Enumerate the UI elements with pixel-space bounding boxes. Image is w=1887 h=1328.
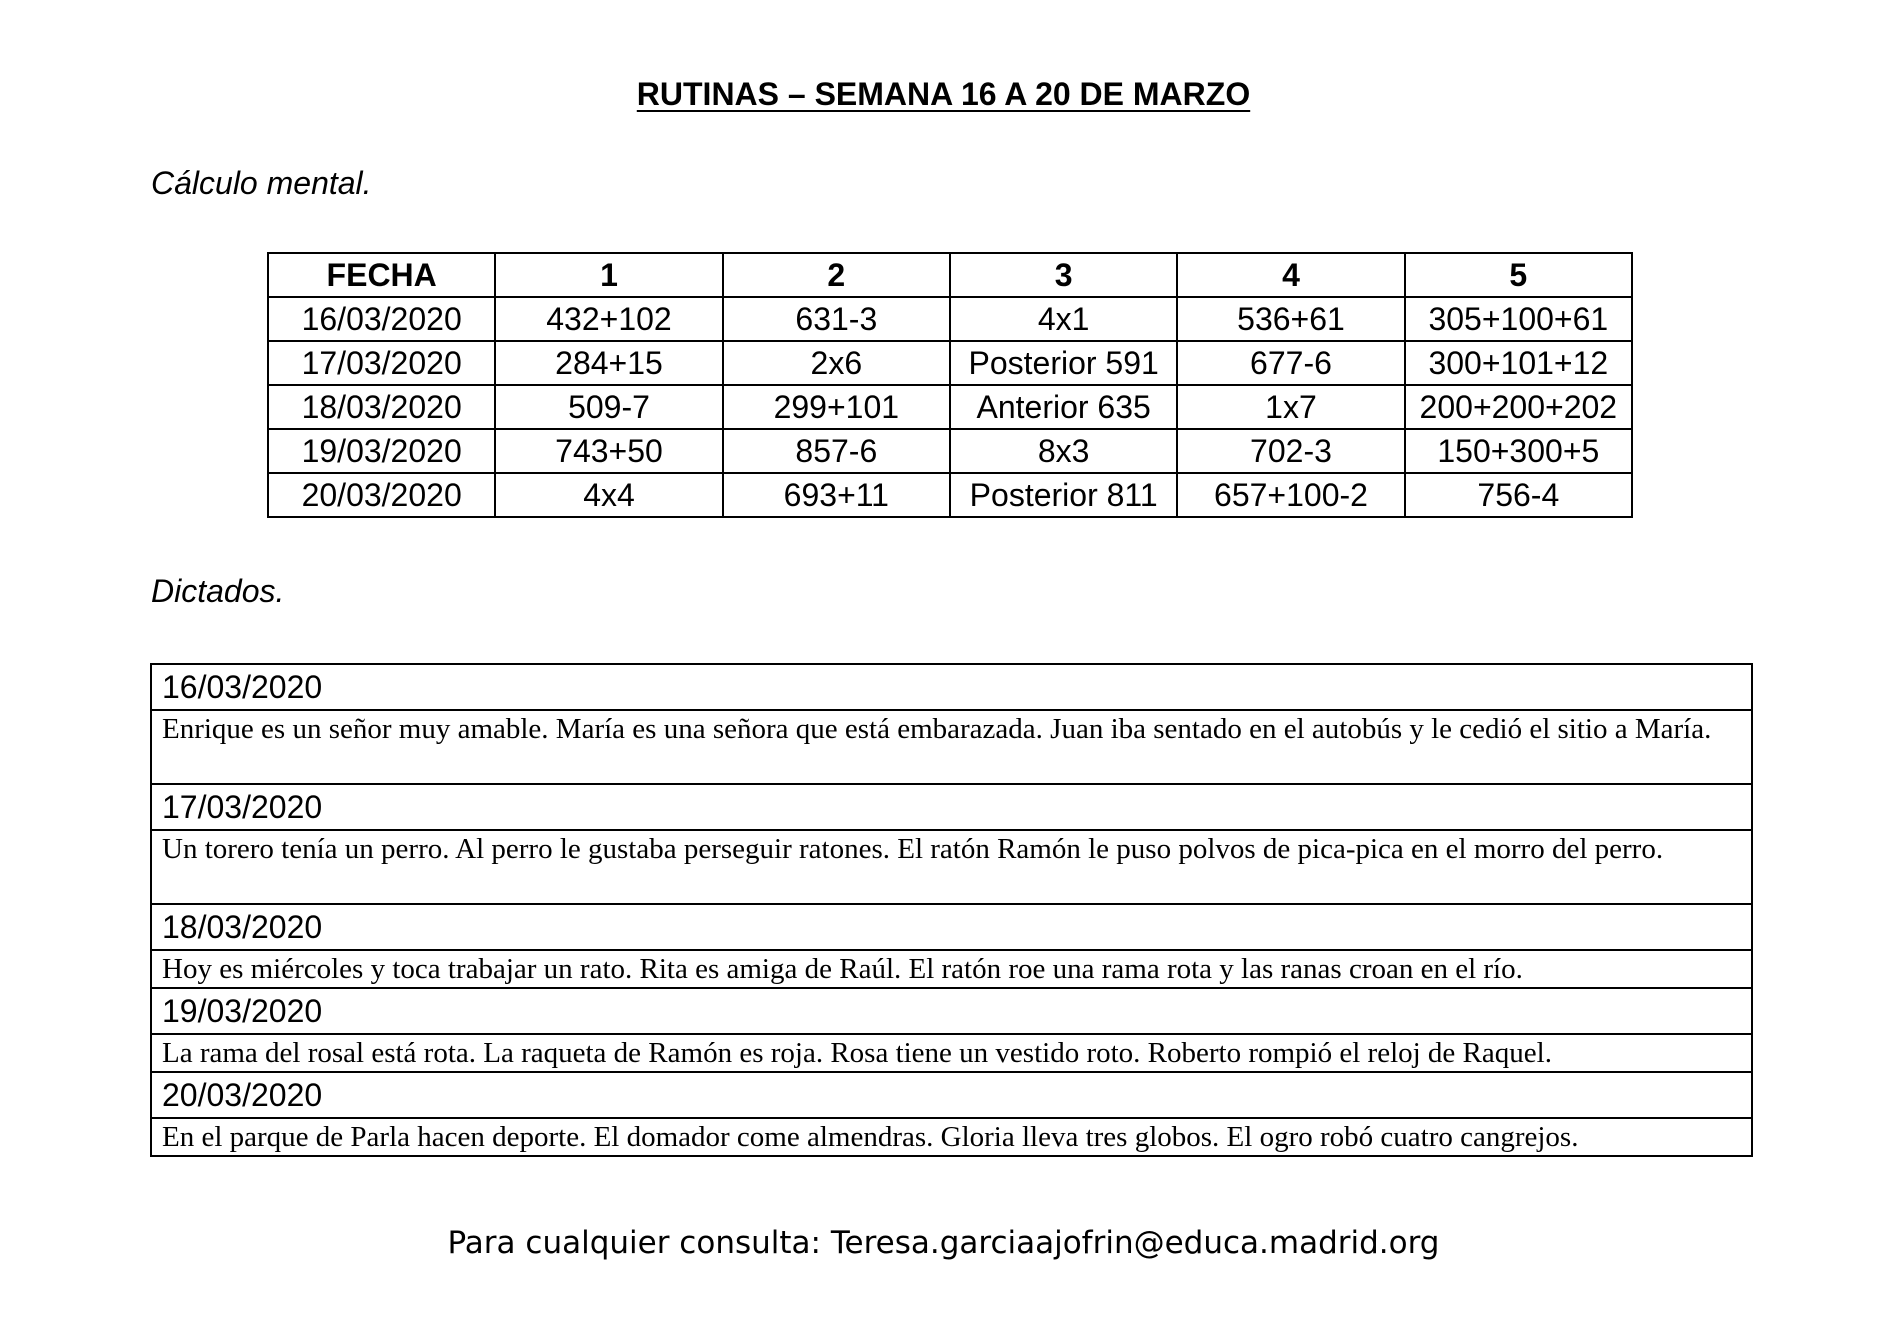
column-header-5: 5	[1405, 253, 1632, 297]
calculo-heading: Cálculo mental.	[151, 165, 372, 201]
dictado-date-row	[151, 784, 1752, 830]
dictado-date: 17/03/2020	[151, 784, 1752, 830]
column-header-fecha: FECHA	[268, 253, 495, 297]
table-row	[268, 429, 1632, 473]
dictado-text: Un torero tenía un perro. Al perro le gustaba perseguir ratones. El ratón Ramón le puso polvos de pica-pica en el morro del perro.	[151, 830, 1752, 904]
exercise-cell: 509-7	[495, 385, 722, 429]
exercise-cell: 857-6	[723, 429, 950, 473]
table-row	[268, 385, 1632, 429]
dictado-date: 16/03/2020	[151, 664, 1752, 710]
exercise-cell: 1x7	[1177, 385, 1404, 429]
exercise-cell: 4x4	[495, 473, 722, 517]
exercise-cell: 631-3	[723, 297, 950, 341]
exercise-cell: 4x1	[950, 297, 1177, 341]
dictado-text-row	[151, 710, 1752, 784]
exercise-cell: 743+50	[495, 429, 722, 473]
exercise-cell: 284+15	[495, 341, 722, 385]
dictado-text: En el parque de Parla hacen deporte. El domador come almendras. Gloria lleva tres globos. El ogro robó cuatro cangrejos.	[151, 1118, 1752, 1156]
column-header-4: 4	[1177, 253, 1404, 297]
dictados-heading: Dictados.	[151, 573, 285, 609]
dictado-text: Hoy es miércoles y toca trabajar un rato. Rita es amiga de Raúl. El ratón roe una rama rota y las ranas croan en el río.	[151, 950, 1752, 988]
dictado-date-row	[151, 664, 1752, 710]
dictado-date-row	[151, 988, 1752, 1034]
exercise-cell: 300+101+12	[1405, 341, 1632, 385]
exercise-cell: 693+11	[723, 473, 950, 517]
date-cell: 20/03/2020	[268, 473, 495, 517]
exercise-cell: Posterior 591	[950, 341, 1177, 385]
table-row	[268, 341, 1632, 385]
exercise-cell: 2x6	[723, 341, 950, 385]
column-header-1: 1	[495, 253, 722, 297]
dictado-date-row	[151, 1072, 1752, 1118]
dictado-date: 20/03/2020	[151, 1072, 1752, 1118]
calculo-table	[267, 252, 1633, 518]
date-cell: 16/03/2020	[268, 297, 495, 341]
exercise-cell: 8x3	[950, 429, 1177, 473]
dictado-text: La rama del rosal está rota. La raqueta de Ramón es roja. Rosa tiene un vestido roto. Roberto rompió el reloj de Raquel.	[151, 1034, 1752, 1072]
page-title: RUTINAS – SEMANA 16 A 20 DE MARZO	[636, 76, 1251, 112]
column-header-2: 2	[723, 253, 950, 297]
dictado-text: Enrique es un señor muy amable. María es una señora que está embarazada. Juan iba sentado en el autobús y le cedió el sitio a María.	[151, 710, 1752, 784]
exercise-cell: 299+101	[723, 385, 950, 429]
column-header-3: 3	[950, 253, 1177, 297]
dictado-date-row	[151, 904, 1752, 950]
exercise-cell: 702-3	[1177, 429, 1404, 473]
exercise-cell: 150+300+5	[1405, 429, 1632, 473]
exercise-cell: 756-4	[1405, 473, 1632, 517]
contact-footer: Para cualquier consulta: Teresa.garciaajofrin@educa.madrid.org	[447, 1225, 1440, 1261]
calculo-header-row	[268, 253, 1632, 297]
table-row	[268, 297, 1632, 341]
date-cell: 19/03/2020	[268, 429, 495, 473]
dictado-date: 18/03/2020	[151, 904, 1752, 950]
exercise-cell: 536+61	[1177, 297, 1404, 341]
exercise-cell: 305+100+61	[1405, 297, 1632, 341]
date-cell: 18/03/2020	[268, 385, 495, 429]
exercise-cell: 200+200+202	[1405, 385, 1632, 429]
exercise-cell: 657+100-2	[1177, 473, 1404, 517]
exercise-cell: Posterior 811	[950, 473, 1177, 517]
dictado-text-row	[151, 1034, 1752, 1072]
table-row	[268, 473, 1632, 517]
exercise-cell: 677-6	[1177, 341, 1404, 385]
dictado-text-row	[151, 1118, 1752, 1156]
exercise-cell: 432+102	[495, 297, 722, 341]
dictados-table	[150, 663, 1753, 1157]
dictado-date: 19/03/2020	[151, 988, 1752, 1034]
dictado-text-row	[151, 830, 1752, 904]
date-cell: 17/03/2020	[268, 341, 495, 385]
dictado-text-row	[151, 950, 1752, 988]
exercise-cell: Anterior 635	[950, 385, 1177, 429]
